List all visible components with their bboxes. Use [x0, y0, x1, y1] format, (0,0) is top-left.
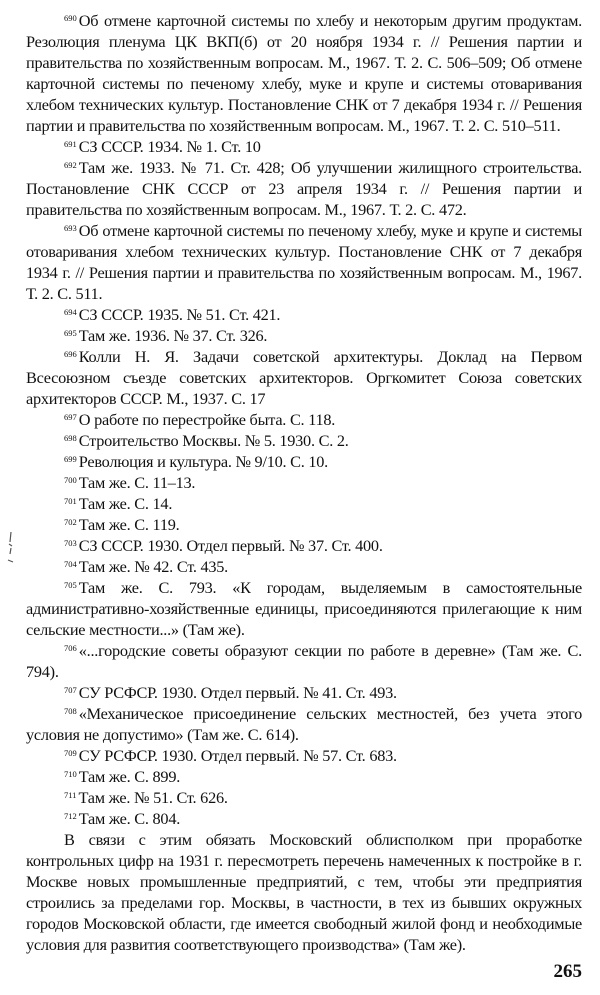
endnote-text: СУ РСФСР. 1930. Отдел первый. № 57. Ст. 683. — [78, 746, 397, 765]
endnote — [26, 220, 582, 304]
endnote-text: СУ РСФСР. 1930. Отдел первый. № 41. Ст. 493. — [78, 683, 397, 702]
endnote-text: О работе по перестройке быта. С. 118. — [78, 410, 336, 429]
endnote-text: Об отмене карточной системы по хлебу и некоторым другим продуктам. Резолюция пленума ЦК ВКП(б) от 20 ноября 1934 г. // Решения партии и правительства по хозяйственным вопросам. М., 1967. Т. 2. С. 506–509; Об отмене карточной системы по печеному хлебу, муке и крупе и системы отоваривания хлебом технических культур. Постановление СНК от 7 декабря 1934 г. // Решения партии и правительства по хозяйственным вопросам. М., 1967. Т. 2. С. 510–511. — [26, 11, 582, 135]
endnote — [26, 304, 582, 325]
endnote-number: 711 — [64, 790, 77, 800]
endnote-number: 710 — [64, 769, 77, 779]
endnote-text: Строительство Москвы. № 5. 1930. С. 2. — [78, 431, 349, 450]
endnote-text: Там же. № 51. Ст. 626. — [78, 788, 228, 807]
endnote — [26, 640, 582, 682]
endnote — [26, 409, 582, 430]
endnote-text: Там же. С. 119. — [78, 515, 180, 534]
endnote-number: 703 — [64, 538, 77, 548]
endnote-text: Там же. С. 899. — [78, 767, 181, 786]
endnote — [26, 472, 582, 493]
endnote-number: 695 — [64, 328, 77, 338]
closing-paragraph: В связи с этим обязать Московский облисполком при проработке контрольных цифр на 1931 г. пересмотреть перечень намеченных к постройке в г. Москве новых промышленные предприятий, с тем, чтобы эти предприятия строились за пределами гор. Москвы, в частности, в тех из бывших окружных городов Московской области, где имеется свободный жилой фонд и необходимые условия для развития соответствующего производства» (Там же). — [26, 830, 582, 954]
endnote — [26, 136, 582, 157]
endnote-number: 704 — [64, 559, 77, 569]
endnote-number: 692 — [64, 160, 77, 170]
endnote-text: Революция и культура. № 9/10. С. 10. — [78, 452, 328, 471]
endnote-number: 699 — [64, 454, 77, 464]
endnote-text: Там же. С. 804. — [78, 809, 181, 828]
endnote-number: 691 — [64, 139, 77, 149]
endnote-number: 690 — [64, 13, 77, 23]
endnote — [26, 10, 582, 136]
endnote-text: Там же. С. 793. «К городам, выделяемым в самостоятельные административно-хозяйственные единицы, присоединяются прилегающие к ним сельские местности...» (Там же). — [26, 578, 582, 639]
margin-pencil-mark — [6, 530, 16, 566]
endnote-text: Там же. 1933. № 71. Ст. 428; Об улучшении жилищного строительства. Постановление СНК СССР от 23 апреля 1934 г. // Решения партии и правительства по хозяйственным вопросам. М., 1967. Т. 2. С. 472. — [26, 158, 582, 219]
endnote — [26, 745, 582, 766]
endnote-number: 694 — [64, 307, 77, 317]
endnote — [26, 430, 582, 451]
endnote — [26, 157, 582, 220]
endnote — [26, 493, 582, 514]
endnote — [26, 577, 582, 640]
endnote-text: Там же. № 42. Ст. 435. — [78, 557, 228, 576]
endnote-number: 700 — [64, 475, 77, 485]
endnote — [26, 682, 582, 703]
endnote-text: Там же. С. 14. — [78, 494, 173, 513]
endnote — [26, 535, 582, 556]
endnote-text: Об отмене карточной системы по печеному хлебу, муке и крупе и системы отоваривания хлебом технических культур. Постановление СНК от 7 декабря 1934 г. // Решения партии и правительства по хозяйственным вопросам. М., 1967. Т. 2. С. 511. — [26, 221, 582, 303]
endnotes-list — [26, 10, 582, 955]
endnote-number: 712 — [64, 811, 77, 821]
page-number: 265 — [553, 961, 582, 982]
endnote-number: 693 — [64, 223, 77, 233]
endnote-number: 698 — [64, 433, 77, 443]
endnote — [26, 451, 582, 472]
endnote-number: 705 — [64, 580, 77, 590]
endnote — [26, 766, 582, 787]
endnote-text: «...городские советы образуют секции по работе в деревне» (Там же. С. 794). — [26, 641, 582, 681]
endnote-text: СЗ СССР. 1934. № 1. Ст. 10 — [78, 137, 261, 156]
endnote-text: Там же. С. 11–13. — [78, 473, 196, 492]
endnote-number: 706 — [64, 643, 77, 653]
endnote — [26, 703, 582, 745]
endnote-text: СЗ СССР. 1930. Отдел первый. № 37. Ст. 400. — [78, 536, 383, 555]
endnote-number: 709 — [64, 748, 77, 758]
endnote — [26, 808, 582, 829]
endnote-text: СЗ СССР. 1935. № 51. Ст. 421. — [78, 305, 281, 324]
endnote-number: 697 — [64, 412, 77, 422]
endnote-number: 696 — [64, 349, 77, 359]
endnote-text: Там же. 1936. № 37. Ст. 326. — [78, 326, 268, 345]
endnote-text: Колли Н. Я. Задачи советской архитектуры. Доклад на Первом Всесоюзном съезде советских архитекторов. Оргкомитет Союза советских архитекторов СССР. М., 1937. С. 17 — [26, 347, 582, 408]
endnote-number: 708 — [64, 706, 77, 716]
endnote-text: «Механическое присоединение сельских местностей, без учета этого условия не допустимо» (Там же. С. 614). — [26, 704, 582, 744]
endnote — [26, 514, 582, 535]
endnote-number: 707 — [64, 685, 77, 695]
endnote — [26, 325, 582, 346]
endnote-number: 701 — [64, 496, 77, 506]
endnote-number: 702 — [64, 517, 77, 527]
endnote — [26, 556, 582, 577]
endnote — [26, 787, 582, 808]
endnote — [26, 346, 582, 409]
